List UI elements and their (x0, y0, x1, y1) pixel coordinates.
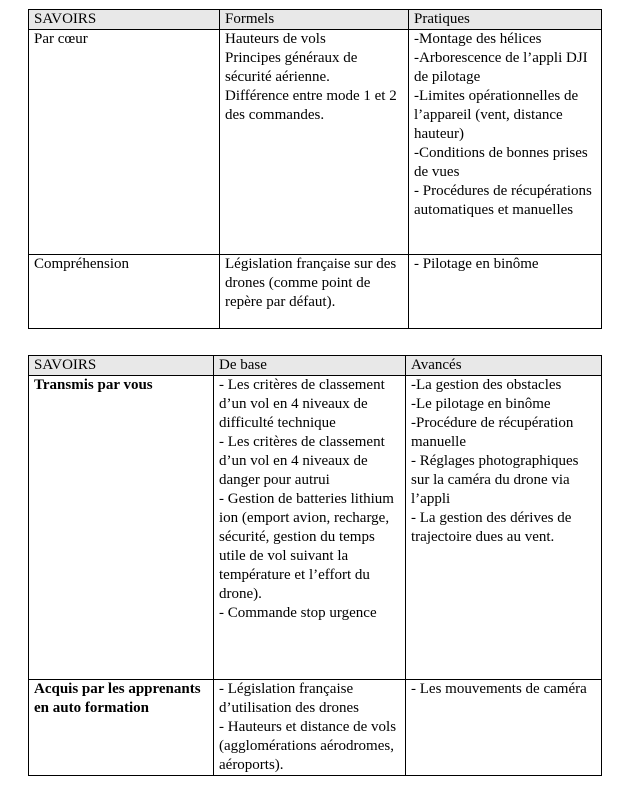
cell-de-base (214, 376, 406, 680)
list-item: - Gestion de batteries lithium ion (emport avion, recharge, sécurité, gestion du temps utile de vol suivant la température et l’effort du drone). (219, 491, 394, 602)
cell-pratiques (409, 30, 602, 255)
row-label: Transmis par vous (29, 376, 214, 680)
list-item: - Procédures de récupérations automatiques et manuelles (414, 183, 592, 218)
cell-pratiques (409, 255, 602, 329)
table-row (29, 30, 602, 255)
header-pratiques: Pratiques (409, 10, 602, 30)
cell-formels (220, 255, 409, 329)
list-item: -Le pilotage en binôme (411, 396, 551, 412)
header-de-base: De base (214, 356, 406, 376)
list-item: - Réglages photographiques sur la caméra du drone via l’appli (411, 453, 579, 507)
table-row (29, 376, 602, 680)
list-item: Principes généraux de sécurité aérienne. (225, 50, 358, 85)
list-item: - Législation française d’utilisation des drones (219, 681, 359, 716)
list-item: Législation française sur des drones (comme point de repère par défaut). (225, 256, 397, 310)
table-header-row (29, 356, 602, 376)
list-item: - Les mouvements de caméra (411, 681, 587, 697)
list-item: -La gestion des obstacles (411, 377, 562, 393)
list-item: Hauteurs de vols (225, 31, 326, 47)
cell-formels (220, 30, 409, 255)
header-savoirs: SAVOIRS (29, 356, 214, 376)
list-item: - Les critères de classement d’un vol en 4 niveaux de danger pour autrui (219, 434, 385, 488)
list-item: - Hauteurs et distance de vols (agglomérations aérodromes, aéroports). (219, 719, 397, 773)
row-label: Compréhension (29, 255, 220, 329)
list-item: Différence entre mode 1 et 2 des commandes. (225, 88, 397, 123)
header-formels: Formels (220, 10, 409, 30)
row-label: Par cœur (29, 30, 220, 255)
table-formels-pratiques (28, 9, 602, 329)
cell-avances (406, 680, 602, 776)
list-item: - Les critères de classement d’un vol en 4 niveaux de difficulté technique (219, 377, 385, 431)
list-item: -Montage des hélices (414, 31, 542, 47)
list-item: -Limites opérationnelles de l’appareil (vent, distance hauteur) (414, 88, 579, 142)
cell-avances (406, 376, 602, 680)
list-item: - La gestion des dérives de trajectoire dues au vent. (411, 510, 572, 545)
list-item: - Commande stop urgence (219, 605, 377, 621)
table-row (29, 680, 602, 776)
header-avances: Avancés (406, 356, 602, 376)
table-de-base-avances (28, 355, 602, 776)
table-header-row (29, 10, 602, 30)
header-savoirs: SAVOIRS (29, 10, 220, 30)
table-row (29, 255, 602, 329)
list-item: -Arborescence de l’appli DJI de pilotage (414, 50, 588, 85)
cell-de-base (214, 680, 406, 776)
list-item: - Pilotage en binôme (414, 256, 539, 272)
row-label: Acquis par les apprenants en auto formation (29, 680, 214, 776)
list-item: -Conditions de bonnes prises de vues (414, 145, 588, 180)
list-item: -Procédure de récupération manuelle (411, 415, 574, 450)
